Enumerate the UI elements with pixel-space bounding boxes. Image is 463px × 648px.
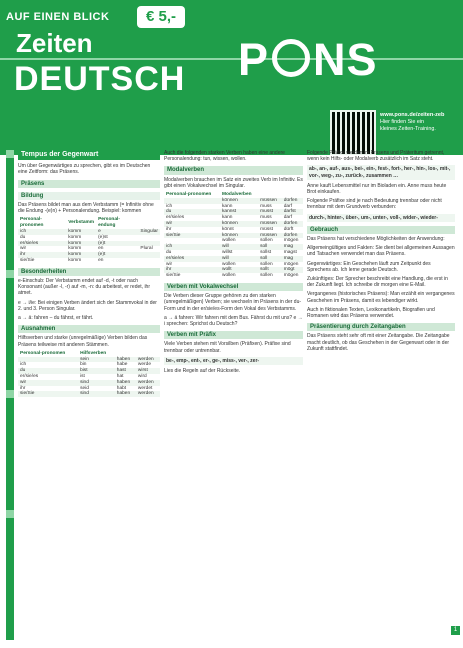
table-cell: Singular (138, 229, 160, 235)
usage-1: Allgemeingültiges und Fakten: Sie dient bei allgemeinen Aussagen und Tatsachen verwendet man das Präsens. (307, 245, 455, 258)
table-cell: sollt (258, 267, 282, 273)
column-header (138, 217, 160, 229)
table-cell: sie/Sie (166, 273, 181, 279)
besonderheiten-text: e-Einschub: Der Verbstamm endet auf -d, -t oder nach Konsonant (außer -l, -r) auf -m, -n: du arbeitest, er redet, ihr atmet. (18, 278, 150, 297)
table-cell: muss (260, 203, 272, 209)
table-cell: en (98, 246, 104, 252)
table-cell: komm (68, 234, 82, 240)
table-cell: seid (80, 385, 89, 391)
page-title: DEUTSCH (14, 60, 186, 98)
table-cell: wir (20, 246, 27, 252)
bildung-text: Das Präsens bildet man aus dem Verbstamm (= Infinitiv ohne die Endung -(e)n) + Personalendung. Beispiel: kommen (18, 202, 154, 215)
table-cell: wir (166, 261, 173, 267)
table-cell: dürfen (282, 221, 303, 227)
table-cell: soll (258, 244, 282, 250)
vokal-heading: Verben mit Vokalwechsel (164, 283, 303, 291)
untrennbar-text: Folgende Präfixe sind je nach Bedeutung trennbar oder nicht trennbar mit dem Grundverb verbunden: (307, 198, 442, 211)
modal-text: Modalverben brauchen im Satz ein zweites Verb im Infinitiv. Es gibt einen Vokalwechsel im Singular. (164, 176, 303, 189)
table-cell: mag (282, 244, 303, 250)
table-cell: haben (115, 380, 136, 386)
table-cell: müssen (258, 198, 282, 204)
modal-heading: Modalverben (164, 166, 303, 174)
a-ae-rule: a → ä: fahren – du fährst, er fährt. (18, 315, 94, 322)
table-cell: soll (258, 256, 282, 262)
praefix-text: Viele Verben stehen mit Vorsilben (Präfixen). Präfixe sind trennbar oder untrennbar. (164, 341, 291, 354)
table-cell: du (166, 249, 172, 255)
table-cell: ihr (18, 252, 66, 258)
column-header: Personal-endung (98, 217, 120, 229)
table-cell: er/sie/es (164, 256, 220, 262)
table-header-row (18, 217, 160, 229)
table-cell: (e)t (96, 241, 138, 247)
column-header: Personal-pronomen (166, 192, 212, 198)
table-cell: ihr (20, 385, 26, 391)
price-badge: € 5,- (137, 6, 185, 28)
table-cell: habe (116, 362, 128, 368)
table-cell: er/sie/es (20, 374, 39, 380)
table-cell: komm (68, 246, 82, 252)
usage-4: Vergangenes (historisches Präsens): Man erzählt ein vergangenes Geschehen im Präsens, damit es lebendiger wirkt. (307, 291, 455, 304)
table-cell: magst (283, 249, 297, 255)
vokal-text: Die Verben dieser Gruppe gehören zu den starken (unregelmäßigen) Verben; sie wechseln im Präsens in der du-Form und in der er/sie/es-Form den Vokal des Verbstamms. (164, 293, 302, 312)
col3-intro: Folgende Präfixe werden im Präsens und Präteritum getrennt, wenn kein Hilfs- oder Modalverb zusätzlich im Satz steht. (307, 150, 445, 163)
table-cell: werden (136, 391, 160, 397)
gebrauch-text: Das Präsens hat verschiedene Möglichkeiten der Anwendung: (307, 236, 445, 243)
table-cell: werden (136, 380, 160, 386)
table-cell: müsst (260, 226, 273, 232)
table-cell: mögen (283, 273, 299, 279)
side-marker (6, 390, 14, 398)
table-cell: (e)t (96, 252, 138, 258)
table-cell: kann (222, 215, 233, 221)
table-cell: will (220, 244, 258, 250)
table-cell: können (220, 233, 258, 239)
table-cell: wird (137, 374, 147, 380)
table-cell: komm (66, 241, 96, 247)
section-title: Tempus der Gegenwart (18, 150, 160, 160)
zeitangaben-heading: Präsentierung durch Zeitangaben (307, 323, 455, 331)
table-cell: haben (115, 357, 136, 363)
col2-intro: Auch die folgenden starken Verben haben eine andere Personalendung: tun, wissen, wollen. (164, 150, 285, 163)
table-cell: en (98, 258, 104, 263)
table-cell: ich (164, 244, 220, 250)
table-cell: werdet (137, 385, 153, 391)
table-cell: Plural (140, 246, 153, 252)
table-cell: ist (80, 374, 85, 380)
column-header: Personal-pronomen (20, 350, 66, 356)
column-left (18, 150, 160, 397)
table-row (18, 258, 160, 264)
table-cell: kann (222, 203, 233, 209)
table-cell: hast (115, 368, 136, 374)
table-cell: darfst (282, 209, 303, 215)
table-cell: können (220, 221, 258, 227)
table-cell: bin (80, 362, 87, 368)
table-cell: kannst (220, 209, 258, 215)
besonderheiten-heading: Besonderheiten (18, 268, 160, 276)
table-row (164, 273, 303, 279)
column-right (307, 150, 455, 355)
table-cell: ihr (164, 267, 220, 273)
table-cell: er/sie/es (166, 215, 185, 221)
praefix-note: Lies die Regeln auf der Rückseite. (164, 368, 241, 374)
side-marker (6, 150, 14, 158)
column-header: Hilfsverben (80, 350, 107, 356)
subtitle: Zeiten (16, 28, 93, 58)
header-tag: AUF EINEN BLICK (6, 11, 110, 23)
table-cell: werden (136, 357, 160, 363)
table-cell: wollen (222, 273, 236, 279)
gebrauch-heading: Gebrauch (307, 226, 455, 234)
table-cell: dürfen (282, 198, 303, 204)
table-cell: sein (78, 357, 115, 363)
table-cell: sind (78, 391, 115, 397)
table-cell: sollst (260, 249, 272, 255)
trennbar-list: ab-, an-, auf-, aus-, bei-, ein-, fest-, fort-, her-, hin-, los-, mit-, vor-, weg-, zu-, zurück-, zusammen … (307, 165, 455, 179)
intro-text: Um über Gegenwärtiges zu sprechen, gibt es im Deutschen eine Zeitform: das Präsens. (18, 163, 151, 176)
ausnahmen-heading: Ausnahmen (18, 325, 160, 333)
table-cell: dürft (283, 226, 294, 232)
modal-table (164, 192, 303, 279)
training-line2: kleines Zeiten-Training. (380, 126, 436, 132)
table-cell: komm (66, 229, 96, 235)
side-marker (6, 270, 14, 278)
table-cell: sie/Sie (164, 233, 220, 239)
table-cell: dürfen (282, 233, 303, 239)
table-cell: hat (116, 374, 124, 380)
praesens-heading: Präsens (18, 180, 160, 188)
table-cell: er/sie/es (18, 241, 66, 247)
table-cell: mögt (282, 267, 303, 273)
trennbar-example: Anne kauft Lebensmittel nur im Bioladen ein. Anne muss heute Brot einkaufen. (307, 182, 447, 196)
table-cell: können (220, 198, 258, 204)
table-cell: mögen (283, 238, 299, 244)
table-cell: wollen (222, 261, 236, 267)
auxiliary-table (18, 351, 160, 397)
table-cell: mag (282, 256, 303, 262)
table-cell: du (18, 368, 78, 374)
training-line1: Hier finden Sie ein (380, 119, 425, 125)
usage-3: Zukünftiges: Der Sprecher beschreibt eine Handlung, die erst in der Zukunft liegt. Ich schreibe dir morgen eine E-Mail. (307, 276, 448, 289)
table-cell: will (220, 256, 258, 262)
table-cell: sollen (260, 273, 273, 279)
table-cell: bist (78, 368, 115, 374)
table-cell: habt (116, 385, 127, 391)
side-marker (6, 510, 14, 518)
table-cell: du (20, 234, 26, 240)
table-cell: wir (164, 221, 220, 227)
zeitangaben-text: Das Präsens steht sehr oft mit einer Zeitangabe. Die Zeitangabe macht deutlich, ob das Geschehen in der Gegenwart oder in der Zukunft stattfindet. (307, 333, 450, 352)
table-cell: mögen (283, 261, 299, 267)
table-cell: muss (260, 215, 272, 221)
table-cell: e (96, 229, 138, 235)
table-cell: ich (18, 229, 66, 235)
table-cell: wollt (220, 267, 258, 273)
table-cell: (e)st (98, 234, 108, 240)
usage-2: Gegenwärtiges: Ein Geschehen läuft zum Zeitpunkt des Sprechens ab. Ich lerne gerade Deutsch. (307, 260, 431, 273)
table-cell: ich (20, 362, 27, 368)
table-cell: wirst (136, 368, 160, 374)
vokal-examples: a → ä fahren: Wir fahren mit dem Bus. Fährst du mit uns? e → i sprechen: Sprichst du Deutsch? (164, 314, 303, 327)
training-url[interactable]: www.pons.de/zeiten-zeb (380, 112, 445, 118)
table-cell: musst (258, 209, 282, 215)
side-bar (6, 150, 14, 640)
brand-logo: P NS (238, 34, 378, 85)
extra-training-note (380, 112, 458, 133)
untrennbar-list: durch-, hinter-, über-, um-, unter-, voll-, wider-, wieder- (307, 214, 455, 222)
table-row (18, 391, 160, 397)
page-number: 1 (451, 626, 460, 635)
table-cell: ich (166, 203, 173, 209)
column-middle (164, 150, 303, 377)
column-header: Verbstamm (68, 220, 95, 226)
table-cell: müssen (258, 221, 282, 227)
table-cell (138, 258, 160, 264)
conjugation-table (18, 217, 160, 263)
praefix-heading: Verben mit Präfix (164, 331, 303, 339)
table-cell: sie/Sie (18, 391, 78, 397)
table-cell: willst (222, 249, 233, 255)
table-cell: sollen (260, 261, 273, 267)
table-cell: haben (115, 391, 136, 397)
table-cell: komm (66, 252, 96, 258)
table-cell: komm (68, 258, 82, 263)
e-i-rule: e → i/ie: Bei einigen Verben ändert sich der Stammvokal in der 2. und 3. Person Singular. (18, 299, 157, 312)
table-cell: wollen (222, 238, 236, 244)
table-cell: könnt (222, 226, 234, 232)
table-cell: werde (137, 362, 151, 368)
table-cell: ihr (166, 226, 172, 232)
ausnahmen-text: Hilfsverben und starke (unregelmäßige) Verben bilden das Präsens teilweise mit anderen Stämmen. (18, 335, 148, 348)
table-cell: darf (283, 203, 293, 209)
table-cell: sollen (260, 238, 273, 244)
bildung-heading: Bildung (18, 192, 160, 200)
table-cell: du (164, 209, 220, 215)
table-cell: sie/Sie (20, 258, 35, 263)
table-cell: müssen (258, 233, 282, 239)
usage-5: Auch in fiktionalen Texten, Lexikonartikeln, Biografien und Romanen wird das Präsens verwendet. (307, 306, 435, 320)
table-cell: wir (18, 380, 78, 386)
column-header: Modalverben (222, 192, 252, 198)
column-header: Personal-pronomen (20, 217, 44, 229)
table-cell: sind (78, 380, 115, 386)
praefix-list: be-, emp-, ent-, er-, ge-, miss-, ver-, zer- (164, 357, 303, 365)
table-cell: darf (283, 215, 293, 221)
